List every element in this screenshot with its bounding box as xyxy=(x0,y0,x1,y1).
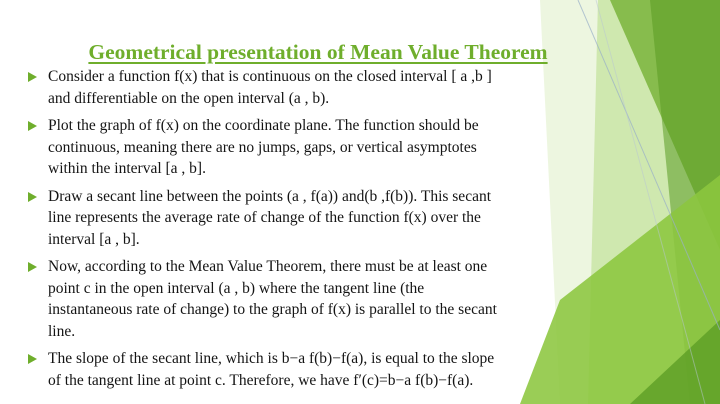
bullet-text-line: of the tangent line at point c. Therefore, we have f′(c)=b−a f(b)−f(a). xyxy=(48,371,474,389)
bullet-text-line: instantaneous rate of change) to the graph of f(x) is parallel to the secant xyxy=(48,301,497,318)
bullet-text-line: point c in the open interval (a , b) where the tangent line (the xyxy=(48,279,425,297)
bullet-text-line: and differentiable on the open interval (a , b). xyxy=(48,89,330,107)
triangle-bullet-icon xyxy=(28,262,37,272)
bullet-text-line: Plot the graph of f(x) on the coordinate plane. The function should be xyxy=(48,117,479,134)
triangle-bullet-icon xyxy=(28,121,37,131)
triangle-bullet-icon xyxy=(28,192,37,202)
bullet-text-line: interval [a , b]. xyxy=(48,230,140,248)
bullet-text-line: line. xyxy=(48,322,76,340)
bullet-text-line: Now, according to the Mean Value Theorem, there must be at least one xyxy=(48,258,488,275)
bullet-text-line: within the interval [a , b]. xyxy=(48,160,206,177)
triangle-bullet-icon xyxy=(28,72,37,82)
bullet-item xyxy=(26,256,580,342)
triangle-bullet-icon xyxy=(28,354,37,364)
slide-title: Geometrical presentation of Mean Value Theorem xyxy=(88,40,548,65)
bullet-item xyxy=(26,66,580,109)
bullet-text-line: line represents the average rate of change of the function f(x) over the xyxy=(48,209,481,226)
bullet-text-line: The slope of the secant line, which is b−a f(b)−f(a), is equal to the slope xyxy=(48,350,495,367)
bullet-text-line: Draw a secant line between the points (a , f(a)) and(b ,f(b)). This secant xyxy=(48,187,492,205)
bullet-text-line: continuous, meaning there are no jumps, gaps, or vertical asymptotes xyxy=(48,138,477,156)
bullet-text-line: Consider a function f(x) that is continuous on the closed interval [ a ,b ] xyxy=(48,68,492,85)
bullet-list xyxy=(26,66,580,397)
bullet-item xyxy=(26,186,580,251)
bullet-item xyxy=(26,115,580,180)
bullet-item xyxy=(26,348,580,391)
